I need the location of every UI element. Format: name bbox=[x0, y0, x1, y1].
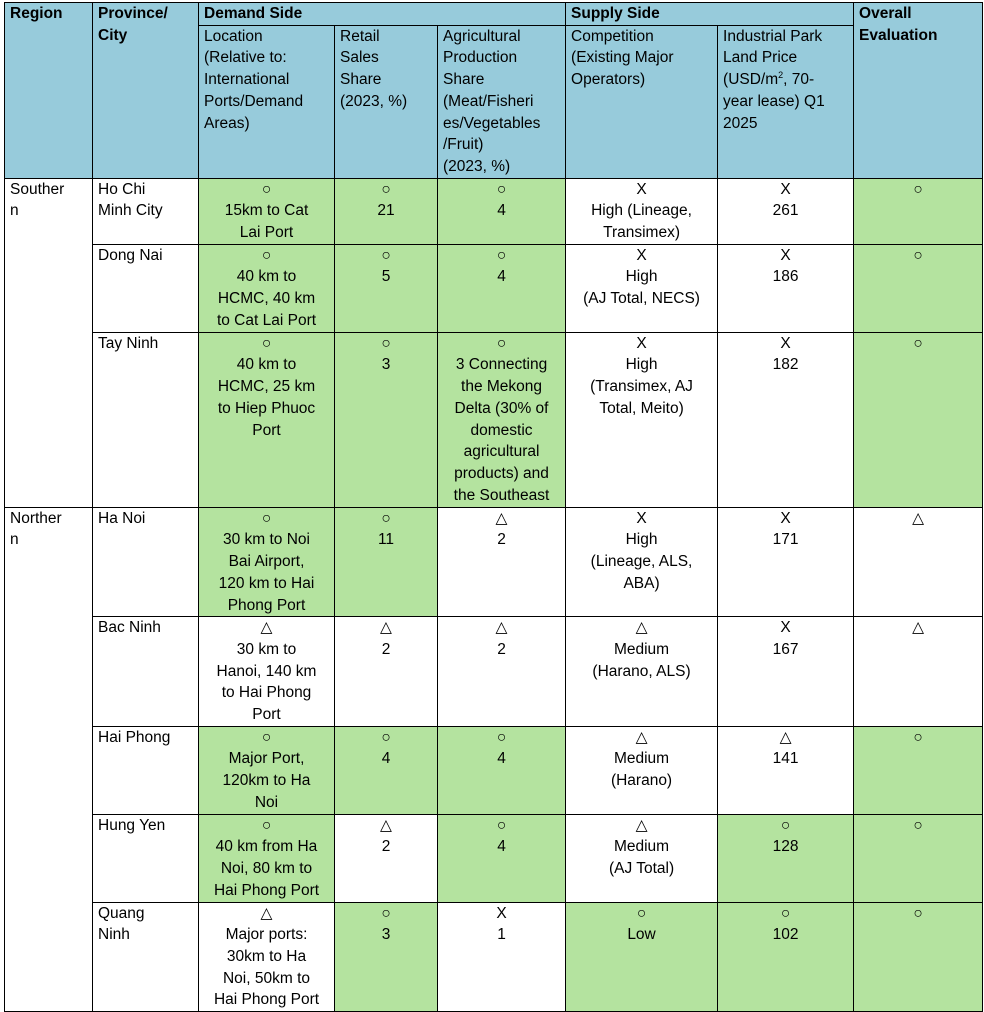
retail-cell bbox=[335, 814, 438, 902]
cell-value: Low bbox=[627, 926, 656, 944]
land-price-cell bbox=[718, 178, 854, 244]
header-retail: Retail Sales Share (2023, %) bbox=[335, 25, 438, 178]
agri-cell bbox=[438, 507, 566, 617]
overall-cell bbox=[854, 814, 983, 902]
rating-symbol: X bbox=[636, 246, 647, 264]
land-price-cell bbox=[718, 902, 854, 1012]
region-cell: Souther n bbox=[5, 178, 93, 507]
region-cell: Norther n bbox=[5, 507, 93, 1011]
agri-cell bbox=[438, 178, 566, 244]
land-price-cell bbox=[718, 617, 854, 727]
cell-value: 4 bbox=[497, 202, 506, 220]
location-cell bbox=[199, 507, 335, 617]
rating-symbol: ○ bbox=[381, 728, 391, 746]
rating-symbol: ○ bbox=[913, 334, 923, 352]
retail-cell bbox=[335, 726, 438, 814]
rating-symbol: △ bbox=[260, 904, 273, 922]
rating-symbol: △ bbox=[380, 816, 392, 834]
evaluation-table bbox=[4, 2, 983, 1012]
cell-value: Major ports: 30km to Ha Noi, 50km to Hai Phong Port bbox=[213, 926, 320, 1009]
land-price-cell bbox=[718, 726, 854, 814]
table-body bbox=[5, 178, 983, 1011]
competition-cell bbox=[566, 507, 718, 617]
cell-value: 167 bbox=[772, 640, 799, 658]
rating-symbol: ○ bbox=[496, 816, 507, 834]
overall-cell bbox=[854, 726, 983, 814]
rating-symbol: ○ bbox=[261, 180, 272, 198]
rating-symbol: X bbox=[496, 904, 507, 922]
retail-cell bbox=[335, 617, 438, 727]
header-agri: Agricultural Production Share (Meat/Fisheri es/Vegetables /Fruit) (2023, %) bbox=[438, 25, 566, 178]
cell-value: 40 km to HCMC, 25 km to Hiep Phuoc Port bbox=[217, 356, 316, 439]
city-cell: Hung Yen bbox=[93, 814, 199, 902]
rating-symbol: ○ bbox=[636, 904, 647, 922]
city-cell: Tay Ninh bbox=[93, 332, 199, 507]
rating-symbol: ○ bbox=[496, 246, 507, 264]
cell-value: 3 bbox=[381, 926, 391, 944]
rating-symbol: △ bbox=[380, 619, 392, 637]
rating-symbol: ○ bbox=[780, 904, 791, 922]
header-demand-side: Demand Side bbox=[199, 3, 566, 26]
competition-cell bbox=[566, 726, 718, 814]
land-price-label-end: , 70- year lease) Q1 2025 bbox=[723, 71, 825, 132]
cell-value: 3 bbox=[381, 356, 391, 374]
cell-value: 2 bbox=[381, 838, 391, 856]
cell-value: Medium (Harano) bbox=[610, 750, 673, 790]
city-cell: Dong Nai bbox=[93, 244, 199, 332]
cell-value: Medium (Harano, ALS) bbox=[592, 640, 691, 680]
overall-cell bbox=[854, 332, 983, 507]
overall-cell bbox=[854, 244, 983, 332]
rating-symbol: △ bbox=[635, 619, 648, 637]
location-cell bbox=[199, 814, 335, 902]
rating-symbol: ○ bbox=[913, 246, 923, 264]
city-cell: Bac Ninh bbox=[93, 617, 199, 727]
rating-symbol: △ bbox=[495, 619, 508, 637]
cell-value: 21 bbox=[377, 202, 395, 220]
rating-symbol: ○ bbox=[913, 816, 923, 834]
table-row bbox=[5, 814, 983, 902]
cell-value: 128 bbox=[772, 838, 799, 856]
rating-symbol: ○ bbox=[261, 246, 272, 264]
location-cell bbox=[199, 244, 335, 332]
competition-cell bbox=[566, 814, 718, 902]
cell-value: 2 bbox=[497, 531, 506, 549]
city-cell: Quang Ninh bbox=[93, 902, 199, 1012]
rating-symbol: ○ bbox=[913, 180, 923, 198]
rating-symbol: ○ bbox=[261, 509, 272, 527]
cell-value: 4 bbox=[497, 268, 506, 286]
competition-cell bbox=[566, 902, 718, 1012]
cell-value: 11 bbox=[377, 531, 395, 549]
location-cell bbox=[199, 726, 335, 814]
competition-cell bbox=[566, 244, 718, 332]
table-row bbox=[5, 902, 983, 1012]
cell-value: 171 bbox=[772, 531, 799, 549]
rating-symbol: ○ bbox=[496, 180, 507, 198]
cell-value: High (Lineage, Transimex) bbox=[591, 202, 692, 242]
overall-cell bbox=[854, 902, 983, 1012]
location-cell bbox=[199, 332, 335, 507]
cell-value: 141 bbox=[772, 750, 799, 768]
cell-value: 5 bbox=[381, 268, 391, 286]
retail-cell bbox=[335, 507, 438, 617]
cell-value: 40 km to HCMC, 40 km to Cat Lai Port bbox=[216, 268, 317, 329]
rating-symbol: X bbox=[636, 180, 647, 198]
rating-symbol: ○ bbox=[496, 728, 507, 746]
agri-cell bbox=[438, 902, 566, 1012]
rating-symbol: △ bbox=[260, 619, 273, 637]
header-competition: Competition (Existing Major Operators) bbox=[566, 25, 718, 178]
cell-value: 2 bbox=[497, 640, 506, 658]
rating-symbol: X bbox=[780, 180, 791, 198]
cell-value: 30 km to Hanoi, 140 km to Hai Phong Port bbox=[216, 640, 317, 724]
retail-cell bbox=[335, 902, 438, 1012]
rating-symbol: ○ bbox=[381, 334, 391, 352]
rating-symbol: ○ bbox=[780, 816, 791, 834]
location-cell bbox=[199, 617, 335, 727]
land-price-cell bbox=[718, 507, 854, 617]
land-price-cell bbox=[718, 244, 854, 332]
header-supply-side: Supply Side bbox=[566, 3, 854, 26]
header-land-price bbox=[718, 25, 854, 178]
cell-value: High (Transimex, AJ Total, Meito) bbox=[590, 356, 693, 417]
rating-symbol: X bbox=[780, 619, 791, 637]
agri-cell bbox=[438, 726, 566, 814]
table-row bbox=[5, 507, 983, 617]
competition-cell bbox=[566, 178, 718, 244]
city-cell: Ha Noi bbox=[93, 507, 199, 617]
overall-cell bbox=[854, 178, 983, 244]
cell-value: Major Port, 120km to Ha Noi bbox=[222, 750, 311, 811]
retail-cell bbox=[335, 244, 438, 332]
city-cell: Ho Chi Minh City bbox=[93, 178, 199, 244]
rating-symbol: ○ bbox=[261, 728, 272, 746]
header-overall: Overall Evaluation bbox=[854, 3, 983, 179]
overall-cell bbox=[854, 617, 983, 727]
rating-symbol: X bbox=[636, 509, 647, 527]
rating-symbol: X bbox=[780, 246, 791, 264]
rating-symbol: ○ bbox=[913, 904, 923, 922]
cell-value: 102 bbox=[772, 926, 799, 944]
header-location: Location (Relative to: International Ports/Demand Areas) bbox=[199, 25, 335, 178]
rating-symbol: △ bbox=[912, 509, 924, 527]
table-row bbox=[5, 244, 983, 332]
header-region: Region bbox=[5, 3, 93, 179]
rating-symbol: △ bbox=[495, 509, 508, 527]
cell-value: 182 bbox=[772, 356, 799, 374]
agri-cell bbox=[438, 617, 566, 727]
table-row bbox=[5, 726, 983, 814]
land-price-superscript: 2 bbox=[778, 70, 784, 81]
rating-symbol: ○ bbox=[381, 509, 391, 527]
cell-value: 15km to Cat Lai Port bbox=[224, 202, 309, 242]
rating-symbol: X bbox=[636, 334, 647, 352]
rating-symbol: ○ bbox=[381, 904, 391, 922]
cell-value: 30 km to Noi Bai Airport, 120 km to Hai Phong Port bbox=[218, 531, 315, 614]
location-cell bbox=[199, 178, 335, 244]
overall-cell bbox=[854, 507, 983, 617]
rating-symbol: ○ bbox=[381, 246, 391, 264]
rating-symbol: △ bbox=[779, 728, 792, 746]
rating-symbol: △ bbox=[635, 816, 648, 834]
rating-symbol: ○ bbox=[381, 180, 391, 198]
rating-symbol: ○ bbox=[496, 334, 507, 352]
rating-symbol: X bbox=[780, 509, 791, 527]
table-row bbox=[5, 178, 983, 244]
cell-value: 3 Connecting the Mekong Delta (30% of domestic agricultural products) and the Southeast bbox=[453, 356, 550, 504]
rating-symbol: ○ bbox=[261, 334, 272, 352]
table-row bbox=[5, 332, 983, 507]
land-price-cell bbox=[718, 332, 854, 507]
cell-value: 40 km from Ha Noi, 80 km to Hai Phong Port bbox=[213, 838, 320, 899]
cell-value: 4 bbox=[381, 750, 391, 768]
cell-value: 2 bbox=[381, 640, 391, 658]
cell-value: 1 bbox=[497, 926, 506, 944]
rating-symbol: △ bbox=[912, 619, 924, 637]
table-row bbox=[5, 617, 983, 727]
competition-cell bbox=[566, 617, 718, 727]
rating-symbol: ○ bbox=[261, 816, 272, 834]
cell-value: 261 bbox=[772, 202, 799, 220]
land-price-cell bbox=[718, 814, 854, 902]
agri-cell bbox=[438, 814, 566, 902]
header-province: Province/ City bbox=[93, 3, 199, 179]
cell-value: High (AJ Total, NECS) bbox=[583, 268, 700, 308]
competition-cell bbox=[566, 332, 718, 507]
city-cell: Hai Phong bbox=[93, 726, 199, 814]
rating-symbol: ○ bbox=[913, 728, 923, 746]
rating-symbol: △ bbox=[635, 728, 648, 746]
retail-cell bbox=[335, 178, 438, 244]
cell-value: 4 bbox=[497, 838, 506, 856]
agri-cell bbox=[438, 332, 566, 507]
land-price-label: Industrial Park Land Price (USD/m bbox=[723, 27, 823, 89]
header-row-top bbox=[5, 3, 983, 26]
cell-value: 186 bbox=[772, 268, 799, 286]
location-cell bbox=[199, 902, 335, 1012]
retail-cell bbox=[335, 332, 438, 507]
agri-cell bbox=[438, 244, 566, 332]
cell-value: 4 bbox=[497, 750, 506, 768]
rating-symbol: X bbox=[780, 334, 791, 352]
cell-value: High (Lineage, ALS, ABA) bbox=[590, 531, 693, 592]
cell-value: Medium (AJ Total) bbox=[608, 838, 675, 877]
